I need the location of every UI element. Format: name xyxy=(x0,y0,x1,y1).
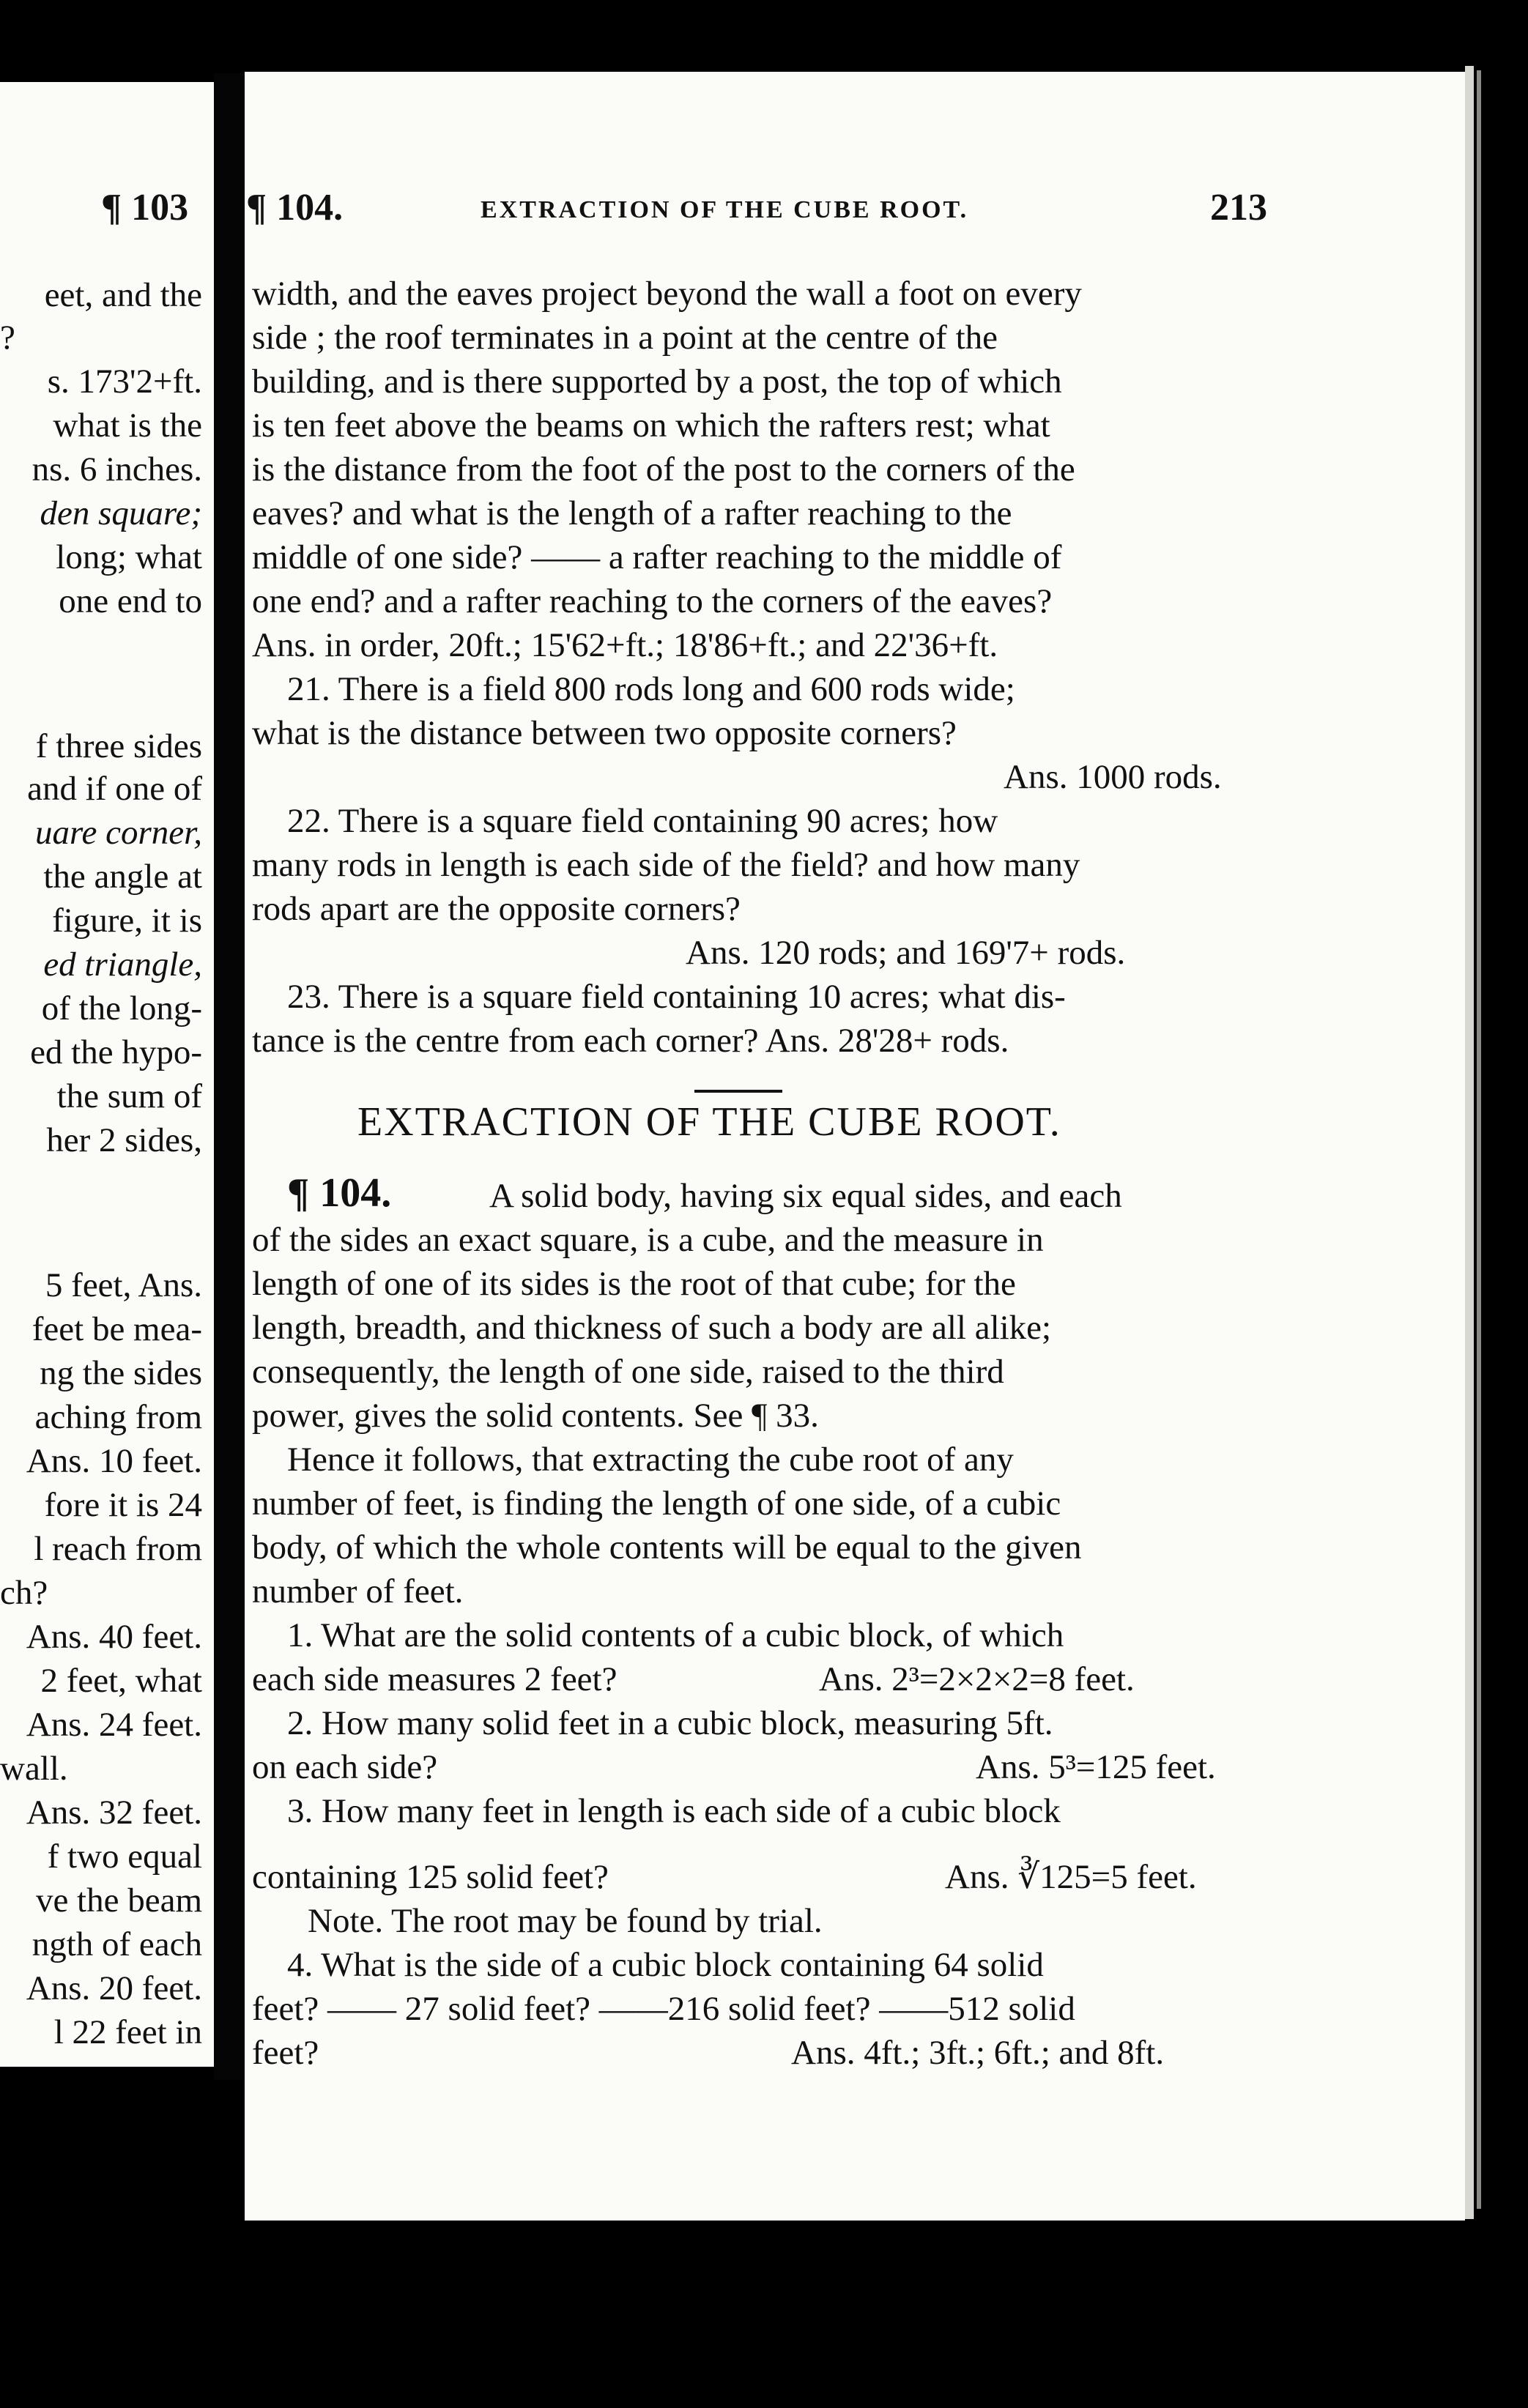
left-running-head: ¶ 103 xyxy=(101,187,189,228)
text-line: side ; the roof terminates in a point at the centre of the xyxy=(252,319,998,357)
left-line: Ans. 32 feet. xyxy=(26,1794,202,1832)
left-line: wall. xyxy=(0,1750,68,1788)
left-line: f three sides xyxy=(35,727,202,765)
left-line: Ans. 40 feet. xyxy=(26,1618,202,1656)
section-divider xyxy=(694,1090,782,1093)
left-line: ngth of each xyxy=(31,1925,202,1963)
left-page-text xyxy=(0,0,212,2408)
left-line: uare corner, xyxy=(34,814,202,852)
paragraph-mark: ¶ 104. xyxy=(287,1170,392,1216)
section-heading: EXTRACTION OF THE CUBE ROOT. xyxy=(357,1099,1061,1145)
text-line: width, and the eaves project beyond the wall a foot on every xyxy=(252,275,1082,313)
book-gutter xyxy=(214,73,245,2080)
left-line: the angle at xyxy=(43,858,202,896)
left-line: s. 173'2+ft. xyxy=(47,363,202,401)
left-line: 5 feet, Ans. xyxy=(45,1266,202,1304)
text-line: containing 125 solid feet? xyxy=(252,1858,609,1896)
problem-22: 22. There is a square field containing 90 acres; how xyxy=(287,802,998,840)
left-line: and if one of xyxy=(27,770,202,808)
text-line: is the distance from the foot of the post to the corners of the xyxy=(252,450,1075,488)
text-line: tance is the centre from each corner? Ans. 28'28+ rods. xyxy=(252,1022,1009,1060)
question-4: 4. What is the side of a cubic block containing 64 solid xyxy=(287,1946,1044,1984)
text-line: length, breadth, and thickness of such a body are all alike; xyxy=(252,1309,1052,1347)
left-line: the sum of xyxy=(56,1077,202,1115)
note-line: Note. The root may be found by trial. xyxy=(308,1902,823,1940)
running-head xyxy=(246,186,1286,237)
question-1: 1. What are the solid contents of a cubic block, of which xyxy=(287,1616,1064,1654)
answer-line: Ans. 120 rods; and 169'7+ rods. xyxy=(686,934,1126,972)
left-line: fore it is 24 xyxy=(44,1486,202,1524)
answer-line: Ans. in order, 20ft.; 15'62+ft.; 18'86+ft.; and 22'36+ft. xyxy=(252,626,998,664)
text-line: eaves? and what is the length of a rafter reaching to the xyxy=(252,494,1012,532)
left-line: f two equal xyxy=(47,1837,202,1876)
left-line: ng the sides xyxy=(40,1354,202,1392)
question-3: 3. How many feet in length is each side of a cubic block xyxy=(287,1792,1061,1830)
text-line: feet? xyxy=(252,2034,319,2072)
text-line: number of feet. xyxy=(252,1572,464,1610)
page-number: 213 xyxy=(1210,187,1267,228)
answer-line: Ans. ∛125=5 feet. xyxy=(945,1858,1197,1896)
page-edge xyxy=(1465,66,1474,2219)
left-line: ch? xyxy=(0,1574,48,1612)
text-line: Hence it follows, that extracting the cube root of any xyxy=(287,1441,1014,1479)
text-line: middle of one side? —— a rafter reaching to the middle of xyxy=(252,538,1062,576)
left-line: 2 feet, what xyxy=(40,1662,202,1700)
text-line: one end? and a rafter reaching to the corners of the eaves? xyxy=(252,582,1053,620)
text-line: rods apart are the opposite corners? xyxy=(252,890,741,928)
left-line: figure, it is xyxy=(52,902,202,940)
answer-line: Ans. 5³=125 feet. xyxy=(976,1748,1216,1786)
text-line: building, and is there supported by a post, the top of which xyxy=(252,363,1062,401)
left-line: eet, and the xyxy=(44,276,202,314)
answer-line: Ans. 2³=2×2×2=8 feet. xyxy=(819,1660,1135,1698)
left-line: her 2 sides, xyxy=(46,1121,202,1159)
left-line: den square; xyxy=(40,494,202,532)
left-line: Ans. 24 feet. xyxy=(26,1706,202,1744)
text-line: each side measures 2 feet? xyxy=(252,1660,617,1698)
problem-23: 23. There is a square field containing 10 acres; what dis- xyxy=(287,978,1066,1016)
left-line: feet be mea- xyxy=(31,1310,202,1348)
left-line: Ans. 10 feet. xyxy=(26,1442,202,1480)
text-line: number of feet, is finding the length of one side, of a cubic xyxy=(252,1484,1061,1523)
left-line: ed triangle, xyxy=(43,945,202,984)
text-line: power, gives the solid contents. See ¶ 33. xyxy=(252,1397,819,1435)
text-line: body, of which the whole contents will be equal to the given xyxy=(252,1528,1082,1567)
text-line: is ten feet above the beams on which the rafters rest; what xyxy=(252,406,1050,445)
question-2: 2. How many solid feet in a cubic block, measuring 5ft. xyxy=(287,1704,1053,1742)
running-head-title: EXTRACTION OF THE CUBE ROOT. xyxy=(481,196,969,223)
answer-line: Ans. 4ft.; 3ft.; 6ft.; and 8ft. xyxy=(791,2034,1165,2072)
text-line: on each side? xyxy=(252,1748,438,1786)
left-line: ns. 6 inches. xyxy=(31,450,202,488)
left-line: Ans. 20 feet. xyxy=(26,1969,202,2007)
left-line: ve the beam xyxy=(35,1881,202,1920)
text-line: of the sides an exact square, is a cube, and the measure in xyxy=(252,1221,1044,1259)
left-line: one end to xyxy=(59,582,202,620)
running-head-paragraph: ¶ 104. xyxy=(246,187,344,228)
left-line: l 22 feet in xyxy=(53,2013,202,2051)
text-line: many rods in length is each side of the field? and how many xyxy=(252,846,1080,884)
answer-line: Ans. 1000 rods. xyxy=(1004,758,1222,796)
left-line: what is the xyxy=(53,406,202,445)
text-line: A solid body, having six equal sides, and each xyxy=(489,1177,1122,1215)
left-line: ed the hypo- xyxy=(30,1033,202,1071)
page-edge-shadow xyxy=(1477,70,1481,2209)
text-line: length of one of its sides is the root of that cube; for the xyxy=(252,1265,1016,1303)
left-line: l reach from xyxy=(34,1530,202,1568)
left-line: aching from xyxy=(34,1398,202,1436)
left-line: ? xyxy=(0,319,15,357)
text-line: what is the distance between two opposite corners? xyxy=(252,714,957,752)
problem-21: 21. There is a field 800 rods long and 600 rods wide; xyxy=(287,670,1015,708)
left-line: long; what xyxy=(56,538,202,576)
text-line: consequently, the length of one side, raised to the third xyxy=(252,1353,1004,1391)
left-line: of the long- xyxy=(41,989,202,1028)
text-line: feet? —— 27 solid feet? ——216 solid feet? ——512 solid xyxy=(252,1990,1075,2028)
